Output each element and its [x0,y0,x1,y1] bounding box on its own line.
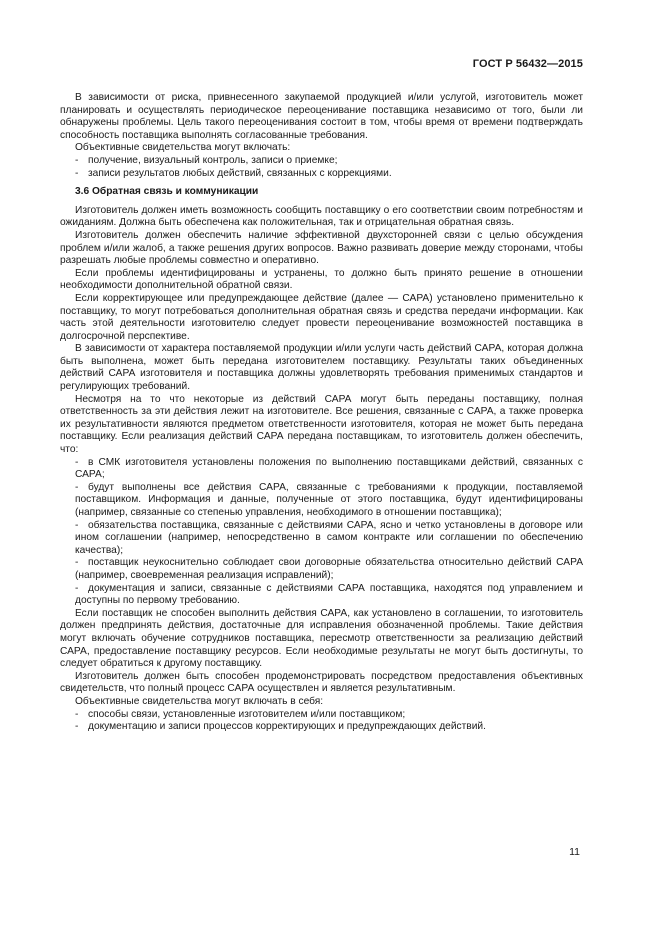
paragraph: Если поставщик не способен выполнить действия САРА, как установлено в соглашении, то изготовитель должен предпринять действия, достаточные для исправления обозначенной проблемы. Такие действия могут включать обучение сотрудников поставщика, пересмотр ответственности за реализацию действий САРА, предоставление поставщику ресурсов. Если необходимые результаты не могут быть достигнуты, то следует обратиться к другому поставщику. [60,607,583,670]
list-item-text: документацию и записи процессов корректирующих и предупреждающих действий. [88,721,486,733]
list-item-text: способы связи, установленные изготовителем и/или поставщиком; [88,708,406,720]
paragraph: Изготовитель должен обеспечить наличие эффективной двухсторонней связи с целью обсуждения проблем и/или жалоб, а также решения других вопросов. Важно развивать доверие между сторонами, чтобы разрешать любые проблемы совместно и оперативно. [60,229,583,267]
dash-bullet: - [75,167,79,179]
dash-bullet: - [75,721,79,733]
paragraph: Изготовитель должен иметь возможность сообщить поставщику о его соответствии своим потребностям и ожиданиям. Должна быть обеспечена как положительная, так и отрицательная обратная связь. [60,204,583,229]
list-item-text: поставщик неукоснительно соблюдает свои договорные обязательства относительно действий САРА (например, своевременная реализация исправлений); [75,557,583,581]
list-item [60,557,583,582]
paragraph: Если проблемы идентифицированы и устранены, то должно быть принято решение в отношении необходимости дополнительной обратной связи. [60,267,583,292]
list-item [60,583,583,608]
paragraph: В зависимости от риска, привнесенного закупаемой продукцией и/или услугой, изготовитель может планировать и осуществлять периодическое переоценивание поставщика независимо от того, были ли обнаружены проблемы. Цель такого переоценивания состоит в том, чтобы время от времени подтверждать способность поставщика выполнять согласованные требования. [60,92,583,141]
list-item [60,155,583,168]
paragraph: Несмотря на то что некоторые из действий САРА могут быть переданы поставщику, полная ответственность за эти действия лежит на изготовителе. Все решения, связанные с САРА, а также проверка их результативности являются предметом ответственности изготовителя, которая не может быть передана поставщику. Если реализация действий САРА передана поставщикам, то изготовитель должен обеспечить, что: [60,393,583,456]
list-item-text: будут выполнены все действия САРА, связанные с требованиями к продукции, поставляемой поставщиком. Информация и данные, полученные от этого поставщика, будут идентифицированы (например, связанные со степенью управления, необходимого в отношении поставщика); [75,481,583,518]
list-item [60,482,583,520]
paragraph: Объективные свидетельства могут включать в себя: [75,695,324,707]
dash-bullet: - [75,557,79,569]
paragraph: В зависимости от характера поставляемой продукции и/или услуги часть действий САРА, которая должна быть выполнена, может быть передана изготовителем поставщику. Результаты таких объединенных действий САРА изготовителя и поставщика должны удовлетворять требования применимых стандартов и регулирующих требований. [60,343,583,393]
standard-designation: ГОСТ Р 56432—2015 [472,58,583,70]
dash-bullet: - [75,481,79,493]
dash-bullet: - [75,519,79,531]
paragraph: Изготовитель должен быть способен продемонстрировать посредством предоставления объективных свидетельств, что полный процесс САРА осуществлен и является результативным. [60,670,583,695]
paragraph: Объективные свидетельства могут включать: [75,142,291,154]
list-item [60,457,583,482]
list-item-text: документация и записи, связанные с действиями САРА поставщика, находятся под управлением и доступны по первому требованию. [75,582,583,607]
list-item-text: записи результатов любых действий, связанных с коррекциями. [88,167,392,179]
list-item-text: получение, визуальный контроль, записи о приемке; [88,154,338,166]
document-body [60,92,583,734]
page-number: 11 [569,846,580,858]
dash-bullet: - [75,456,79,468]
dash-bullet: - [75,154,79,166]
list-item [60,520,583,558]
list-item-text: обязательства поставщика, связанные с действиями САРА, ясно и четко установлены в договоре или ином соглашении (например, непосредственно в самом контракте или соглашении по обеспечению качества); [75,519,583,556]
dash-bullet: - [75,582,79,594]
list-item [60,721,583,734]
section-heading: 3.6 Обратная связь и коммуникации [75,186,259,198]
paragraph: Если корректирующее или предупреждающее действие (далее — САРА) установлено применительно к поставщику, то могут потребоваться дополнительная обратная связь и средства передачи информации. Как часть этой деятельности изготовителю следует провести переоценивание возможностей поставщика в долгосрочной перспективе. [60,292,583,342]
list-item-text: в СМК изготовителя установлены положения по выполнению поставщиками действий, связанных с САРА; [75,456,583,481]
list-item [60,168,583,181]
dash-bullet: - [75,708,79,720]
list-item [60,709,583,722]
